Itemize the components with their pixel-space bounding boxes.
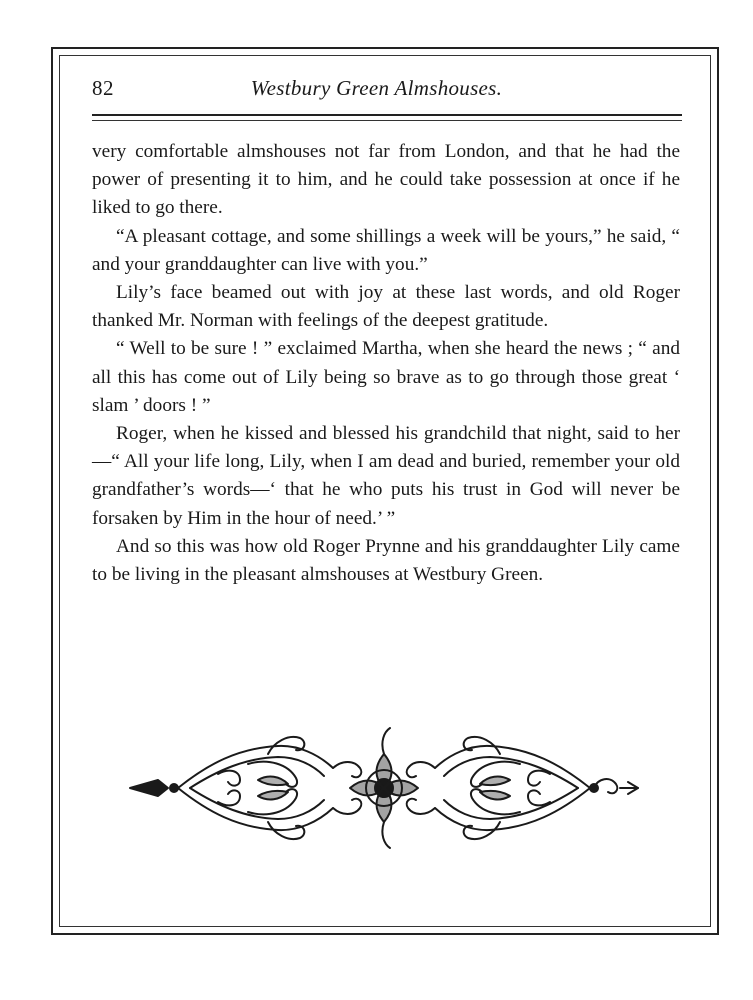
- scroll-ornament-icon: [128, 724, 640, 852]
- paragraph-4: “ Well to be sure ! ” exclaimed Martha, when she heard the news ; “ and all this has come out of Lily being so brave as to go through those great ‘ slam ’ doors ! ”: [92, 338, 680, 416]
- header-rule-thick: [92, 114, 682, 116]
- paragraph-3: Lily’s face beamed out with joy at these last words, and old Roger thanked Mr. Norman with feelings of the deepest gratitude.: [92, 282, 680, 332]
- body-text: [92, 138, 680, 589]
- header-rule-thin: [92, 120, 682, 121]
- paragraph-1: very comfortable almshouses not far from London, and that he had the power of presenting it to him, and he could take possession at once if he liked to go there.: [92, 141, 680, 219]
- paragraph-5: Roger, when he kissed and blessed his grandchild that night, said to her—“ All your life long, Lily, when I am dead and buried, remember your old grandfather’s words—‘ that he who puts his trust in God will never be forsaken by Him in the hour of need.’ ”: [92, 423, 680, 529]
- paragraph-6: And so this was how old Roger Prynne and his granddaughter Lily came to be living in the pleasant almshouses at Westbury Green.: [92, 535, 680, 586]
- running-title: Westbury Green Almshouses.: [250, 76, 503, 100]
- page-number: 82: [92, 76, 114, 100]
- paragraph-2: “A pleasant cottage, and some shillings a week will be yours,” he said, “ and your granddaughter can live with you.”: [92, 225, 680, 275]
